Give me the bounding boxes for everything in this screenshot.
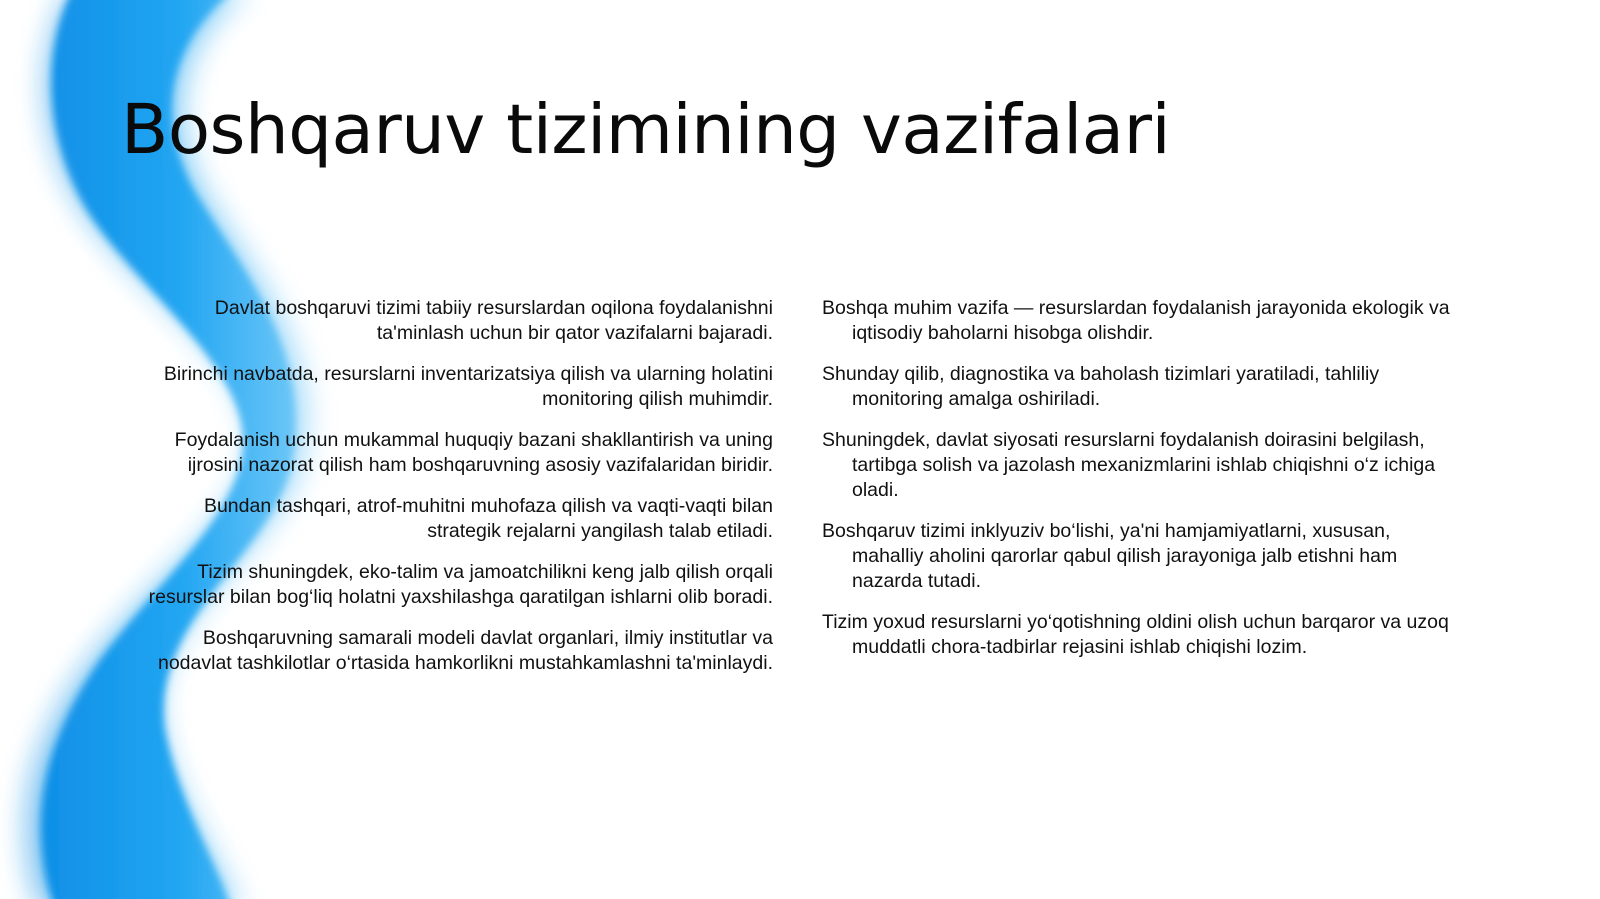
slide-title: Boshqaruv tizimining vazifalari [121, 90, 1171, 170]
paragraph: Boshqaruv tizimi inklyuziv bo‘lishi, ya'ni hamjamiyatlarni, xususan, mahalliy aholini qarorlar qabul qilish jarayoniga jalb etishni ham nazarda tutadi. [822, 520, 1398, 592]
paragraph: Boshqaruvning samarali modeli davlat organlari, ilmiy institutlar va nodavlat tashkilotlar o‘rtasida hamkorlikni mustahkamlashni ta'minlaydi. [157, 627, 773, 674]
paragraph: Davlat boshqaruvi tizimi tabiiy resurslardan oqilona foydalanishni ta'minlash uchun bir qator vazifalarni bajaradi. [214, 297, 773, 344]
right-text-column [822, 296, 1455, 676]
paragraph: Boshqa muhim vazifa — resurslardan foydalanish jarayonida ekologik va iqtisodiy baholarni hisobga olishdir. [822, 297, 1450, 344]
paragraph: Shuningdek, davlat siyosati resurslarni foydalanish doirasini belgilash, tartibga solish va jazolash mexanizmlarini ishlab chiqishni o‘z ichiga oladi. [822, 429, 1436, 501]
left-text-column [140, 296, 773, 692]
paragraph: Shunday qilib, diagnostika va baholash tizimlari yaratiladi, tahliliy monitoring amalga oshiriladi. [822, 363, 1380, 410]
paragraph: Birinchi navbatda, resurslarni inventarizatsiya qilish va ularning holatini monitoring qilish muhimdir. [163, 363, 773, 410]
paragraph: Tizim shuningdek, eko-talim va jamoatchilikni keng jalb qilish orqali resurslar bilan bog‘liq holatni yaxshilashga qaratilgan ishlarni olib boradi. [148, 561, 773, 608]
paragraph: Tizim yoxud resurslarni yo‘qotishning oldini olish uchun barqaror va uzoq muddatli chora-tadbirlar rejasini ishlab chiqishi lozim. [822, 611, 1449, 658]
paragraph: Bundan tashqari, atrof-muhitni muhofaza qilish va vaqti-vaqti bilan strategik rejalarni yangilash talab etiladi. [203, 495, 773, 542]
paragraph: Foydalanish uchun mukammal huquqiy bazani shakllantirish va uning ijrosini nazorat qilish ham boshqaruvning asosiy vazifalaridan biridir. [174, 429, 773, 476]
